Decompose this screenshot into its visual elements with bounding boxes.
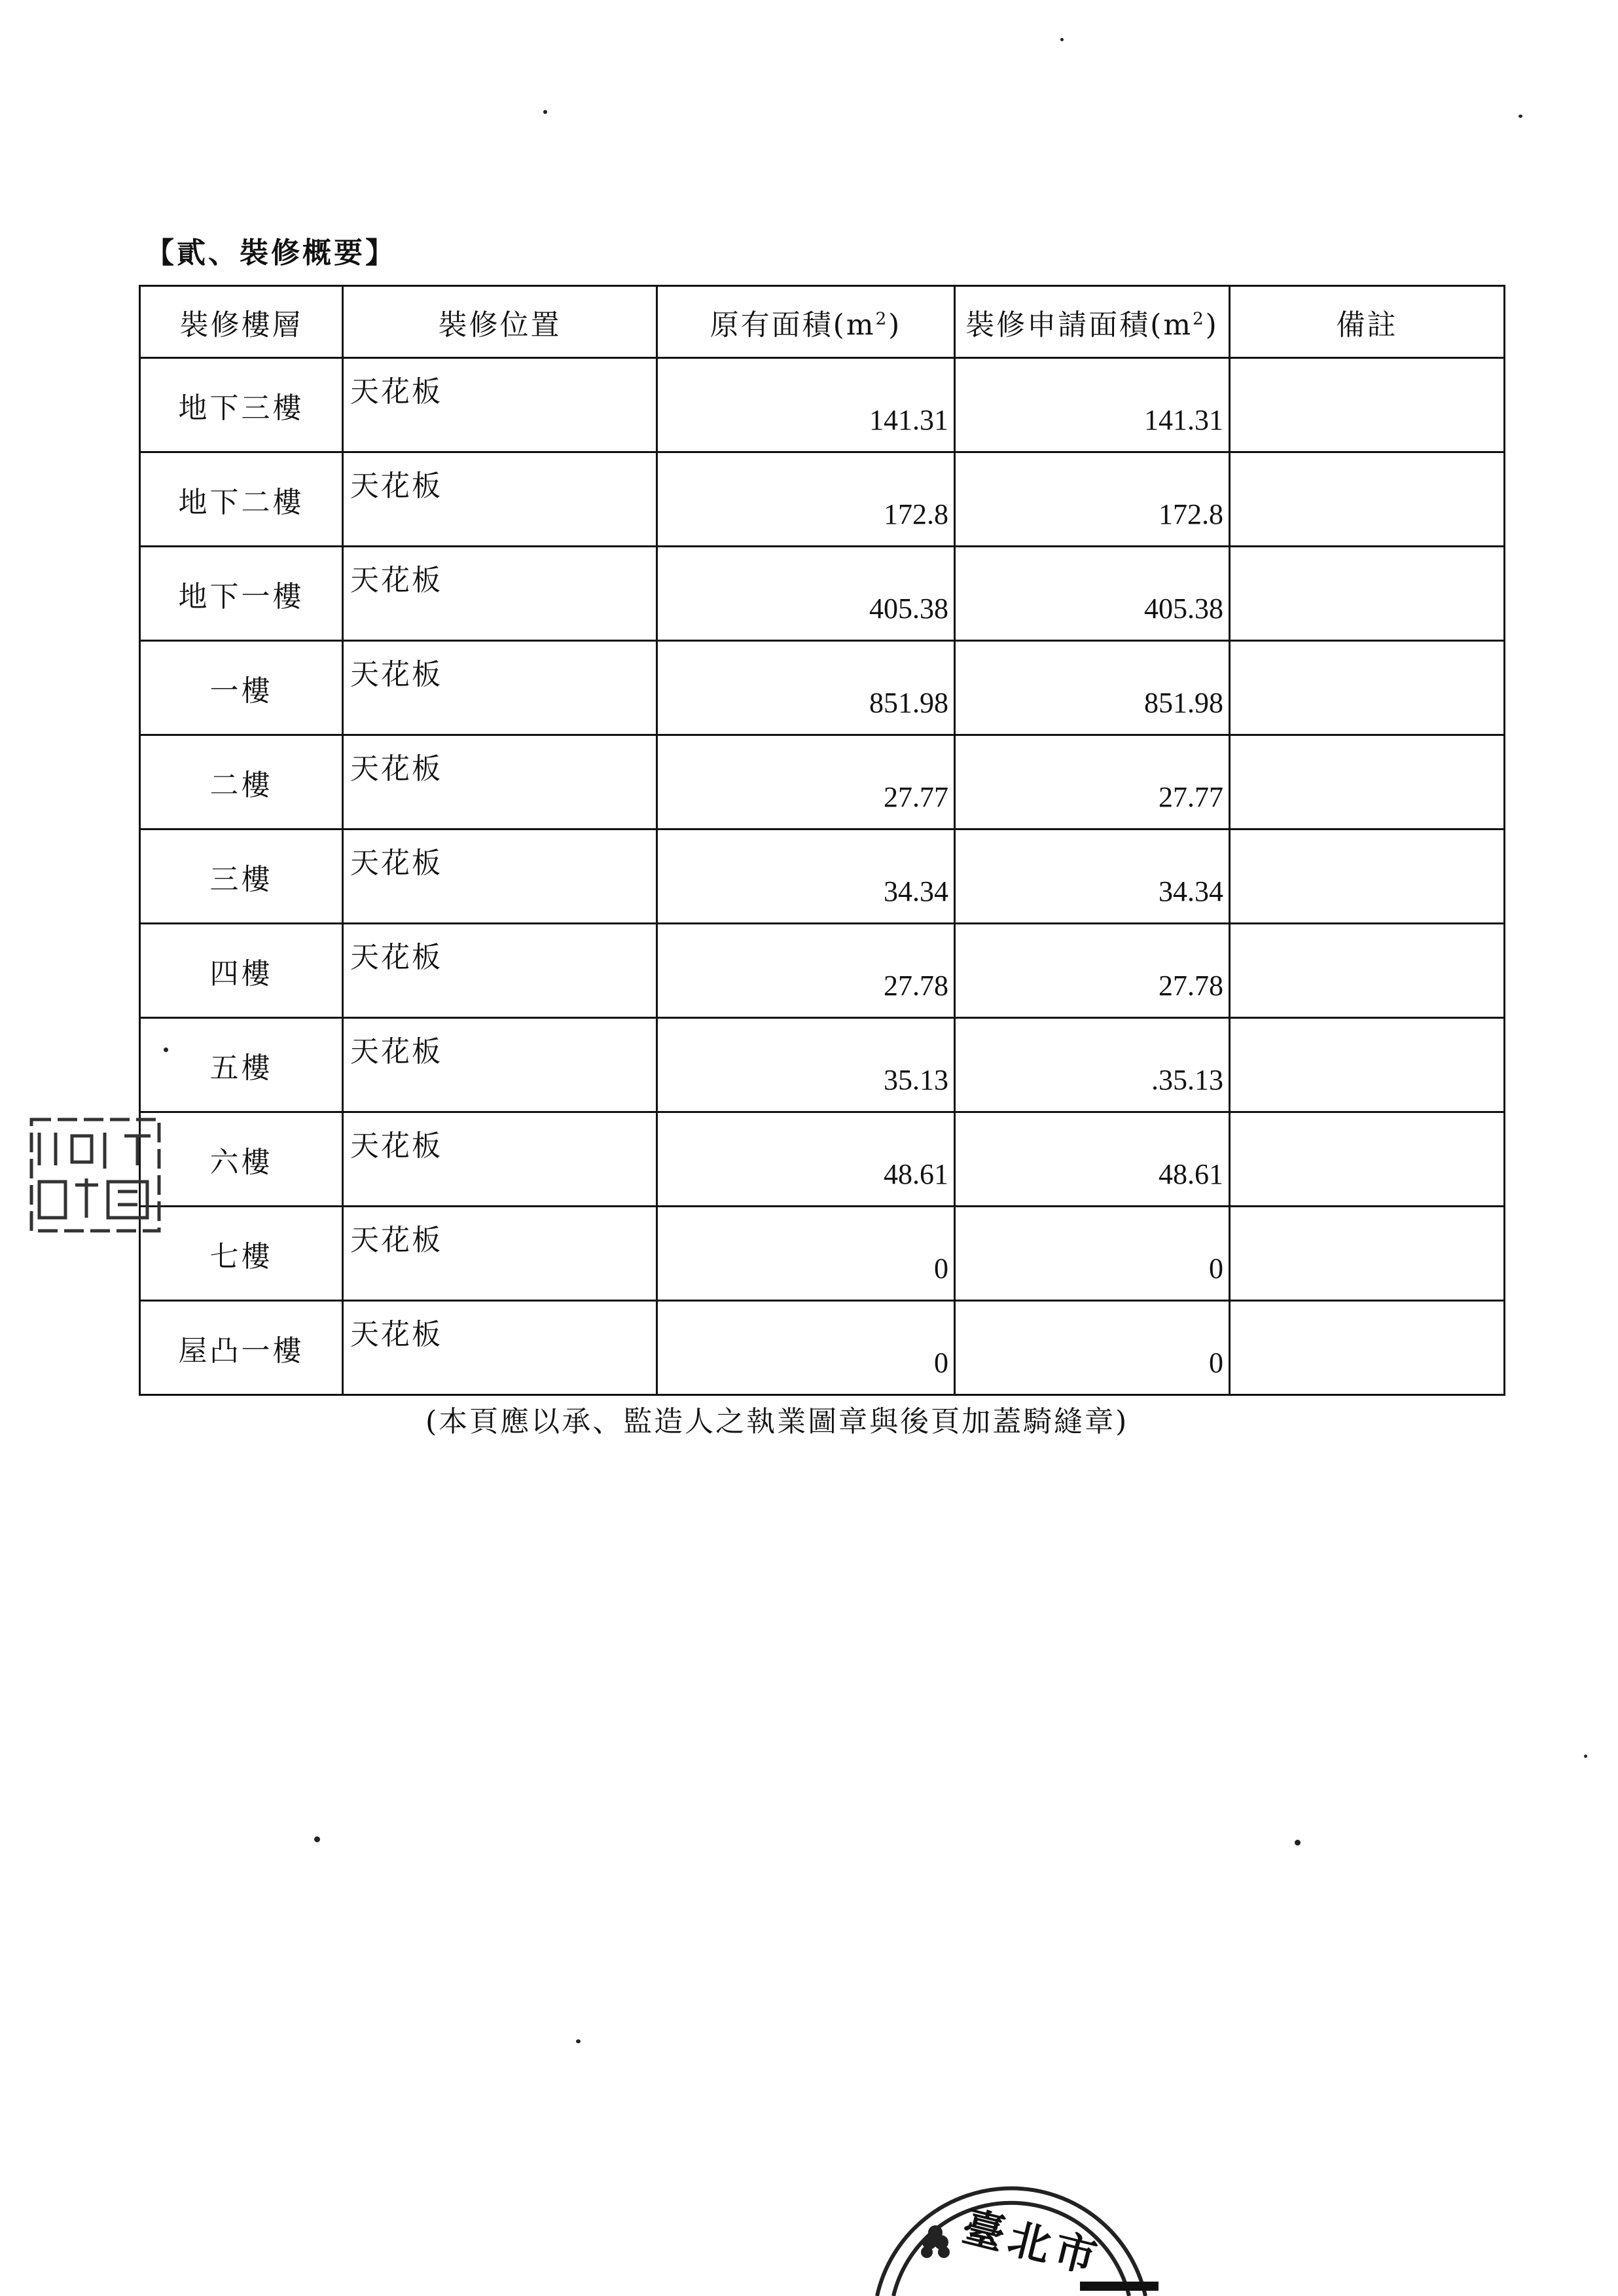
original-area-cell: 0 (657, 1207, 955, 1301)
floor-cell: 地下三樓 (140, 358, 343, 452)
position-cell: 天花板 (343, 358, 657, 452)
header-paren: ) (1205, 308, 1219, 342)
seal-text: 臺北市 (957, 2202, 1107, 2284)
floor-cell: 五樓 (140, 1018, 343, 1112)
seam-seal-stamp (26, 1106, 164, 1237)
area-superscript: 2 (875, 308, 889, 329)
header-applied-area-label: 裝修申請面積(m (965, 308, 1193, 342)
page-title: 【貳、裝修概要】 (145, 236, 397, 270)
header-original-area-label: 原有面積(m (710, 308, 876, 342)
original-area-cell: 141.31 (657, 358, 955, 452)
remarks-cell (1230, 1018, 1505, 1112)
footer-note: (本頁應以承、監造人之執業圖章與後頁加蓋騎縫章) (425, 1405, 1129, 1438)
header-remarks: 備註 (1230, 286, 1505, 358)
table-row (140, 1112, 1505, 1207)
position-cell: 天花板 (343, 735, 657, 829)
original-area-cell: 27.78 (657, 924, 955, 1018)
table-row (140, 1207, 1505, 1301)
remarks-cell (1230, 735, 1505, 829)
position-cell: 天花板 (343, 829, 657, 924)
remarks-cell (1230, 1301, 1505, 1395)
header-paren: ) (888, 308, 902, 342)
table-header-row (140, 286, 1505, 358)
table-row (140, 358, 1505, 452)
floor-cell: 一樓 (140, 641, 343, 735)
original-area-cell: 0 (657, 1301, 955, 1395)
position-cell: 天花板 (343, 547, 657, 641)
applied-area-cell: 141.31 (955, 358, 1230, 452)
scan-speck (164, 1048, 168, 1052)
applied-area-cell: 34.34 (955, 829, 1230, 924)
position-cell: 天花板 (343, 1112, 657, 1207)
table-row (140, 547, 1505, 641)
applied-area-cell: 0 (955, 1301, 1230, 1395)
floor-cell: 二樓 (140, 735, 343, 829)
scan-speck (1060, 38, 1064, 41)
header-original-area (657, 286, 955, 358)
original-area-cell: 405.38 (657, 547, 955, 641)
remarks-cell (1230, 829, 1505, 924)
applied-area-cell: 27.77 (955, 735, 1230, 829)
remarks-cell (1230, 452, 1505, 547)
applied-area-cell: 405.38 (955, 547, 1230, 641)
table-row (140, 1018, 1505, 1112)
original-area-cell: 34.34 (657, 829, 955, 924)
original-area-cell: 27.77 (657, 735, 955, 829)
floor-cell: 四樓 (140, 924, 343, 1018)
floor-cell: 六樓 (140, 1112, 343, 1207)
remarks-cell (1230, 358, 1505, 452)
position-cell: 天花板 (343, 452, 657, 547)
header-position: 裝修位置 (343, 286, 657, 358)
applied-area-cell: 0 (955, 1207, 1230, 1301)
header-applied-area (955, 286, 1230, 358)
position-cell: 天花板 (343, 1018, 657, 1112)
scan-speck (1295, 1840, 1301, 1846)
position-cell: 天花板 (343, 1207, 657, 1301)
floor-cell: 地下一樓 (140, 547, 343, 641)
original-area-cell: 48.61 (657, 1112, 955, 1207)
table-row (140, 924, 1505, 1018)
area-superscript: 2 (1193, 308, 1206, 329)
table-row (140, 452, 1505, 547)
plum-blossom-icon (921, 2225, 950, 2258)
original-area-cell: 851.98 (657, 641, 955, 735)
remarks-cell (1230, 1112, 1505, 1207)
scan-speck (314, 1836, 320, 1842)
position-cell: 天花板 (343, 1301, 657, 1395)
table-row (140, 829, 1505, 924)
applied-area-cell: .35.13 (955, 1018, 1230, 1112)
position-cell: 天花板 (343, 641, 657, 735)
scan-speck (543, 110, 547, 114)
table-row (140, 1301, 1505, 1395)
remarks-cell (1230, 924, 1505, 1018)
floor-cell: 屋凸一樓 (140, 1301, 343, 1395)
floor-cell: 地下二樓 (140, 452, 343, 547)
applied-area-cell: 48.61 (955, 1112, 1230, 1207)
header-floor: 裝修樓層 (140, 286, 343, 358)
remarks-cell (1230, 1207, 1505, 1301)
applied-area-cell: 27.78 (955, 924, 1230, 1018)
table-row (140, 735, 1505, 829)
renovation-table (139, 285, 1505, 1396)
scan-speck (1584, 1755, 1587, 1758)
position-cell: 天花板 (343, 924, 657, 1018)
table-row (140, 641, 1505, 735)
applied-area-cell: 172.8 (955, 452, 1230, 547)
applied-area-cell: 851.98 (955, 641, 1230, 735)
floor-cell: 三樓 (140, 829, 343, 924)
original-area-cell: 172.8 (657, 452, 955, 547)
floor-cell: 七樓 (140, 1207, 343, 1301)
remarks-cell (1230, 641, 1505, 735)
original-area-cell: 35.13 (657, 1018, 955, 1112)
remarks-cell (1230, 547, 1505, 641)
scan-speck (1519, 115, 1522, 118)
scan-speck (576, 2039, 581, 2043)
